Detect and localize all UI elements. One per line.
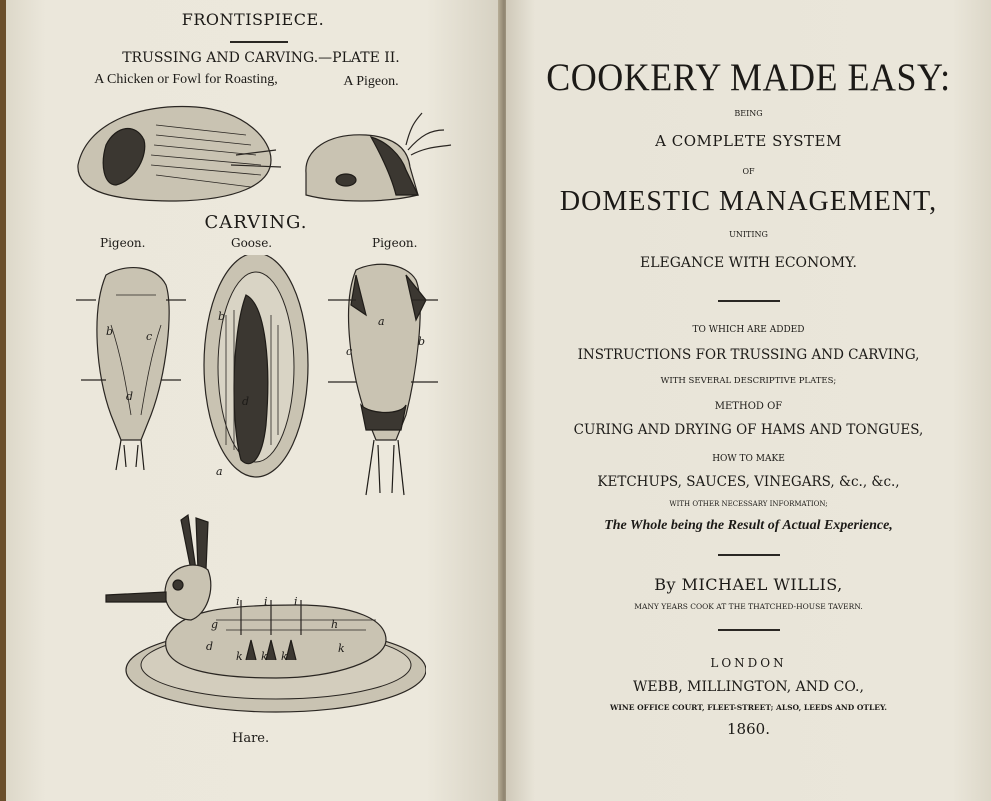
year-text: 1860. bbox=[727, 720, 770, 738]
plate-title: TRUSSING AND CARVING.—PLATE II. bbox=[122, 50, 400, 66]
svg-text:d: d bbox=[126, 390, 134, 403]
instructions-text: INSTRUCTIONS FOR TRUSSING AND CARVING, bbox=[577, 347, 920, 363]
svg-text:k: k bbox=[236, 650, 243, 663]
header-rule bbox=[230, 41, 288, 43]
svg-text:d: d bbox=[242, 395, 250, 408]
svg-text:c: c bbox=[346, 345, 353, 358]
title-rule-3 bbox=[718, 629, 780, 631]
svg-text:a: a bbox=[378, 315, 385, 328]
caption-chicken: A Chicken or Fowl for Roasting, bbox=[94, 72, 278, 87]
domestic-management-text: DOMESTIC MANAGEMENT, bbox=[559, 186, 938, 217]
carving-heading: CARVING. bbox=[204, 212, 308, 233]
publisher-text: WEBB, MILLINGTON, AND CO., bbox=[633, 679, 864, 695]
svg-text:k: k bbox=[261, 650, 268, 663]
svg-text:b: b bbox=[218, 310, 226, 323]
svg-text:i: i bbox=[294, 595, 298, 608]
complete-system-text: A COMPLETE SYSTEM bbox=[655, 132, 842, 150]
other-info-text: WITH OTHER NECESSARY INFORMATION; bbox=[669, 500, 828, 508]
frontispiece-header: FRONTISPIECE. bbox=[181, 10, 325, 29]
trussed-pigeon-figure bbox=[306, 113, 451, 201]
pigeon-right-figure bbox=[328, 264, 438, 495]
being-text: BEING bbox=[734, 109, 763, 118]
curing-text: CURING AND DRYING OF HAMS AND TONGUES, bbox=[573, 422, 924, 438]
title-page bbox=[506, 0, 991, 801]
address-text: WINE OFFICE COURT, FLEET-STREET; ALSO, LEEDS AND OTLEY. bbox=[609, 703, 888, 712]
label-pigeon-right: Pigeon. bbox=[372, 236, 418, 250]
svg-text:a: a bbox=[216, 465, 223, 478]
carving-illustration bbox=[66, 255, 446, 505]
svg-text:i: i bbox=[236, 595, 240, 608]
city-text: LONDON bbox=[710, 656, 787, 670]
method-text: METHOD OF bbox=[714, 401, 783, 412]
ketchups-text: KETCHUPS, SAUCES, VINEGARS, &c., &c., bbox=[597, 474, 900, 490]
roasting-chicken-figure bbox=[78, 107, 281, 201]
caption-pigeon-top: A Pigeon. bbox=[343, 74, 399, 89]
svg-text:i: i bbox=[264, 595, 268, 608]
svg-text:k: k bbox=[281, 650, 288, 663]
svg-text:d: d bbox=[206, 640, 214, 653]
elegance-text: ELEGANCE WITH ECONOMY. bbox=[640, 255, 857, 271]
author-text: By MICHAEL WILLIS, bbox=[654, 575, 843, 594]
svg-text:c: c bbox=[146, 330, 153, 343]
book-title: COOKERY MADE EASY: bbox=[546, 55, 951, 99]
title-rule-1 bbox=[718, 300, 780, 302]
label-hare: Hare. bbox=[232, 731, 270, 746]
whole-text: The Whole being the Result of Actual Experience, bbox=[604, 518, 893, 533]
svg-text:g: g bbox=[211, 618, 219, 631]
author-note-text: MANY YEARS COOK AT THE THATCHED-HOUSE TAVERN. bbox=[634, 602, 863, 611]
svg-text:b: b bbox=[106, 325, 114, 338]
added-text: TO WHICH ARE ADDED bbox=[692, 325, 805, 335]
svg-text:b: b bbox=[418, 335, 426, 348]
goose-figure bbox=[204, 255, 308, 478]
of-text: OF bbox=[742, 167, 755, 176]
plates-text: WITH SEVERAL DESCRIPTIVE PLATES; bbox=[660, 376, 837, 386]
title-rule-2 bbox=[718, 554, 780, 556]
frontispiece-page bbox=[6, 0, 500, 801]
svg-text:h: h bbox=[331, 618, 339, 631]
label-pigeon-left: Pigeon. bbox=[100, 236, 146, 250]
hare-illustration bbox=[96, 510, 426, 725]
svg-text:k: k bbox=[338, 642, 345, 655]
uniting-text: UNITING bbox=[729, 230, 768, 239]
how-to-text: HOW TO MAKE bbox=[712, 454, 785, 464]
label-goose: Goose. bbox=[231, 236, 273, 250]
pigeon-left-figure bbox=[76, 268, 186, 470]
trussing-illustration bbox=[66, 95, 466, 215]
